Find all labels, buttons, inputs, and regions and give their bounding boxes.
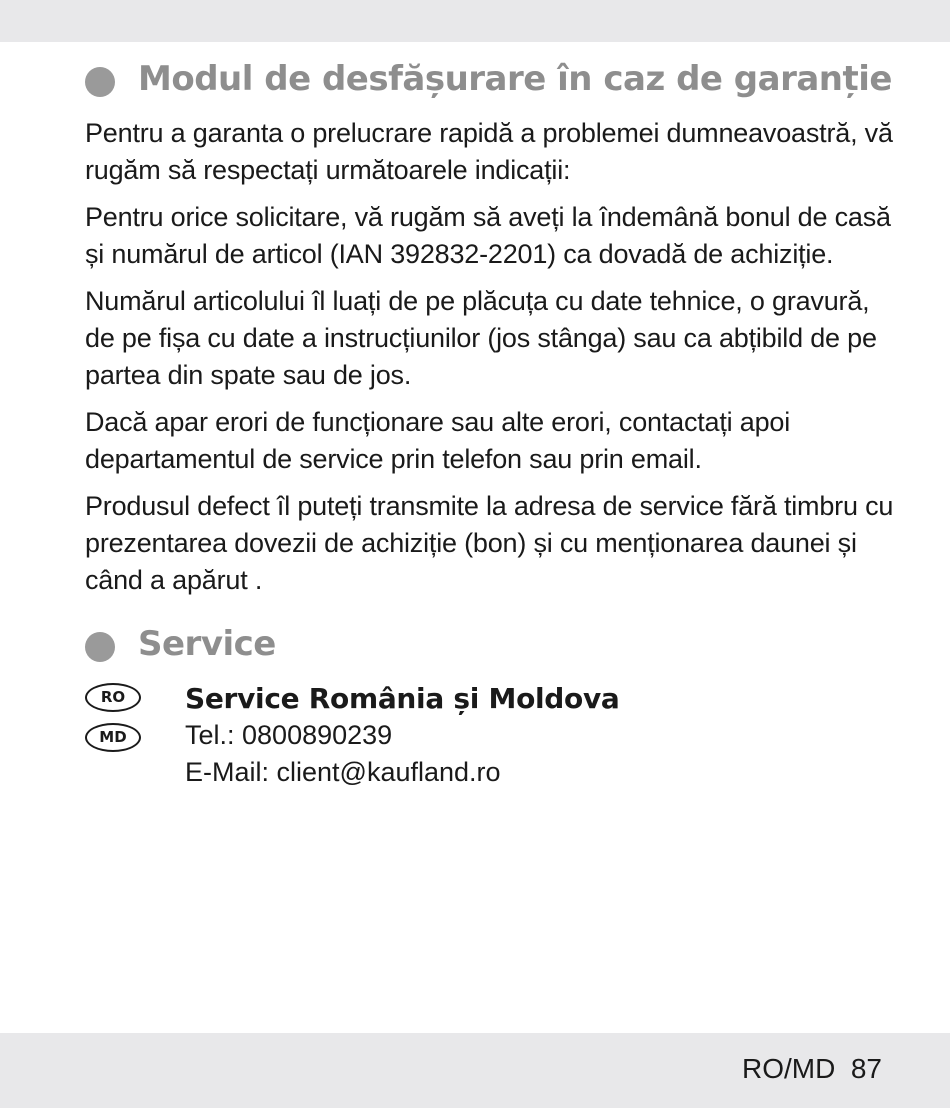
service-heading: [85, 623, 895, 666]
paragraph: Dacă apar erori de funcționare sau alte erori, contactați apoi departamentul de service prin telefon sau prin email.: [85, 407, 791, 474]
service-email: E-Mail: client@kaufland.ro: [185, 757, 501, 787]
service-title: Service România și Moldova: [185, 682, 620, 715]
paragraph: Numărul articolului îl luați de pe plăcuța cu date tehnice, o gravură, de pe fișa cu date a instrucțiunilor (jos stânga) sau ca abțibild de pe partea din spate sau de jos.: [85, 286, 877, 390]
service-phone: Tel.: 0800890239: [185, 720, 393, 750]
service-heading-text: Service: [138, 624, 276, 664]
page-content: [85, 58, 895, 791]
paragraph: Pentru a garanta o prelucrare rapidă a problemei dumneavoastră, vă rugăm să respectați următoarele indicații:: [85, 118, 893, 185]
country-badge-ro: RO: [85, 683, 141, 712]
country-badges: [85, 683, 143, 763]
top-band: [0, 0, 950, 42]
warranty-heading-text: Modul de desfășurare în caz de garanție: [138, 59, 892, 99]
service-contact-block: [85, 680, 895, 791]
page-number: RO/MD 87: [741, 1053, 882, 1084]
warranty-heading: [85, 58, 895, 101]
country-badge-md: MD: [85, 723, 141, 752]
paragraph: Pentru orice solicitare, vă rugăm să aveți la îndemână bonul de casă și numărul de articol (IAN 392832-2201) ca dovadă de achiziție.: [85, 202, 891, 269]
warranty-body: [85, 115, 895, 599]
bullet-icon: [85, 632, 115, 662]
service-details: [185, 680, 895, 791]
bullet-icon: [85, 67, 115, 97]
paragraph: Produsul defect îl puteți transmite la adresa de service fără timbru cu prezentarea dovezii de achiziție (bon) și cu menționarea daunei și când a apărut .: [85, 491, 894, 595]
